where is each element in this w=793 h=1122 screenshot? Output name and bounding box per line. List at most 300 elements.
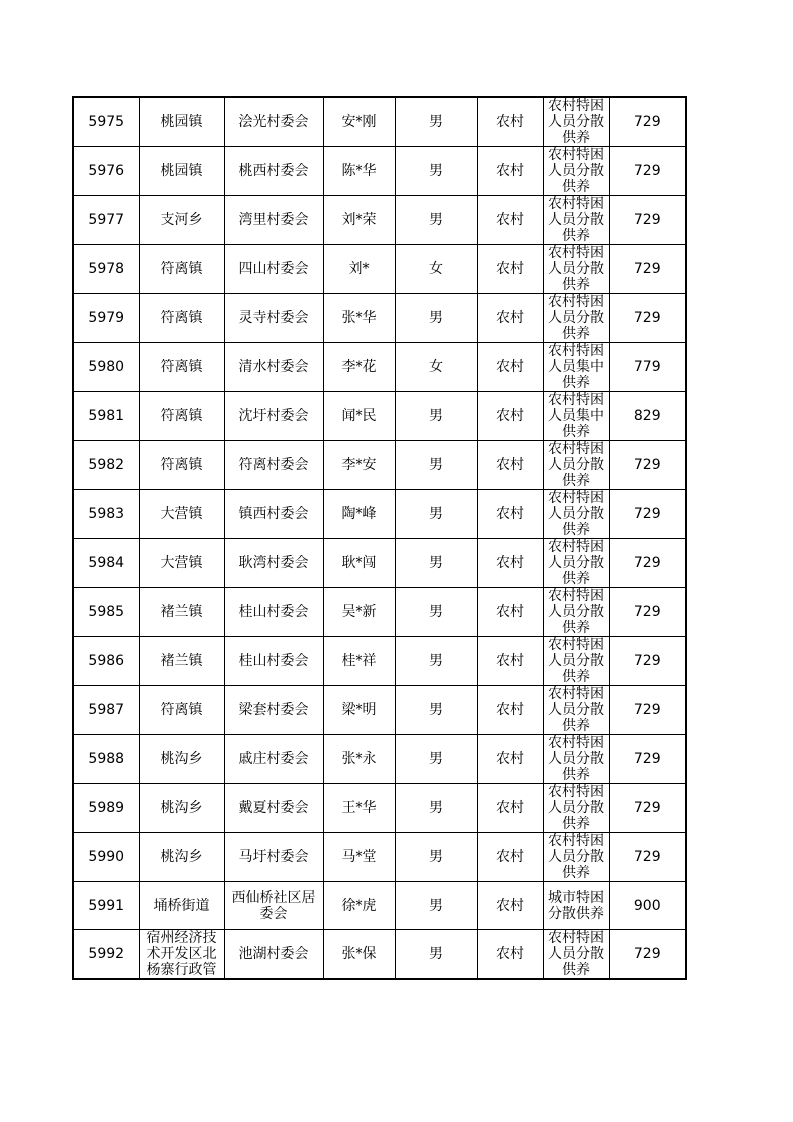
person-name-text: 李*花 <box>341 359 377 375</box>
gender-cell <box>395 686 477 735</box>
support-category-text: 农村特困人员集中供养 <box>548 392 604 440</box>
gender-text: 女 <box>429 261 443 277</box>
amount-cell <box>609 196 686 245</box>
village-committee-cell <box>224 245 323 294</box>
household-type-cell <box>477 833 543 882</box>
support-category-text: 农村特困人员分散供养 <box>548 196 604 244</box>
town-text: 符离镇 <box>160 457 203 473</box>
serial-number-text: 5977 <box>88 212 125 228</box>
support-category-text: 农村特困人员分散供养 <box>548 735 604 783</box>
town-text: 符离镇 <box>160 408 203 424</box>
amount-cell <box>609 490 686 539</box>
person-name-cell <box>323 97 395 147</box>
person-name-cell <box>323 294 395 343</box>
household-type-cell <box>477 637 543 686</box>
person-name-text: 张*华 <box>341 310 377 326</box>
person-name-text: 陈*华 <box>341 163 377 179</box>
amount-text: 729 <box>633 800 661 816</box>
support-category-cell <box>543 588 609 637</box>
village-committee-text: 耿湾村委会 <box>238 555 309 571</box>
person-name-cell <box>323 441 395 490</box>
support-category-cell <box>543 686 609 735</box>
gender-text: 男 <box>429 408 443 424</box>
table-row <box>73 686 686 735</box>
village-committee-cell <box>224 343 323 392</box>
household-type-text: 农村 <box>496 359 524 375</box>
village-committee-text: 沈圩村委会 <box>238 408 309 424</box>
household-type-text: 农村 <box>496 555 524 571</box>
household-type-text: 农村 <box>496 163 524 179</box>
serial-number-cell <box>73 882 139 930</box>
town-cell <box>139 930 224 980</box>
gender-cell <box>395 784 477 833</box>
person-name-cell <box>323 930 395 980</box>
person-name-cell <box>323 392 395 441</box>
serial-number-text: 5980 <box>88 359 125 375</box>
person-name-text: 桂*祥 <box>341 653 377 669</box>
support-category-cell <box>543 392 609 441</box>
serial-number-text: 5975 <box>88 114 125 130</box>
serial-number-text: 5990 <box>88 849 125 865</box>
village-committee-text: 湾里村委会 <box>238 212 309 228</box>
table-row <box>73 784 686 833</box>
village-committee-cell <box>224 833 323 882</box>
support-category-text: 农村特困人员分散供养 <box>548 833 604 881</box>
village-committee-cell <box>224 735 323 784</box>
gender-text: 男 <box>429 653 443 669</box>
amount-cell <box>609 784 686 833</box>
amount-text: 729 <box>633 506 661 522</box>
village-committee-text: 西仙桥社区居委会 <box>231 889 316 922</box>
gender-text: 女 <box>429 359 443 375</box>
person-name-text: 王*华 <box>341 800 377 816</box>
village-committee-cell <box>224 588 323 637</box>
support-category-cell <box>543 930 609 980</box>
town-text: 符离镇 <box>160 359 203 375</box>
support-category-cell <box>543 539 609 588</box>
person-name-text: 刘*荣 <box>341 212 377 228</box>
household-type-cell <box>477 490 543 539</box>
support-category-text: 农村特困人员分散供养 <box>548 784 604 832</box>
amount-text: 729 <box>633 702 661 718</box>
serial-number-text: 5983 <box>88 506 125 522</box>
town-text: 埇桥街道 <box>153 897 210 914</box>
household-type-text: 农村 <box>496 212 524 228</box>
table-row <box>73 441 686 490</box>
support-category-cell <box>543 441 609 490</box>
household-type-cell <box>477 196 543 245</box>
table-row <box>73 490 686 539</box>
town-text: 褚兰镇 <box>160 653 203 669</box>
household-type-text: 农村 <box>496 457 524 473</box>
household-type-cell <box>477 392 543 441</box>
amount-cell <box>609 294 686 343</box>
household-type-cell <box>477 686 543 735</box>
town-cell <box>139 784 224 833</box>
town-text: 宿州经济技术开发区北杨寨行政管 <box>146 930 217 978</box>
person-name-text: 梁*明 <box>341 702 377 718</box>
amount-cell <box>609 147 686 196</box>
village-committee-cell <box>224 196 323 245</box>
gender-text: 男 <box>429 849 443 865</box>
serial-number-text: 5985 <box>88 604 125 620</box>
serial-number-cell <box>73 930 139 980</box>
village-committee-text: 池湖村委会 <box>238 946 309 962</box>
gender-cell <box>395 392 477 441</box>
household-type-cell <box>477 784 543 833</box>
amount-text: 729 <box>633 653 661 669</box>
household-type-cell <box>477 539 543 588</box>
village-committee-cell <box>224 392 323 441</box>
person-name-cell <box>323 588 395 637</box>
household-type-cell <box>477 97 543 147</box>
person-name-cell <box>323 637 395 686</box>
town-text: 桃园镇 <box>160 163 203 179</box>
support-category-cell <box>543 490 609 539</box>
gender-cell <box>395 588 477 637</box>
amount-text: 729 <box>633 849 661 865</box>
amount-cell <box>609 637 686 686</box>
gender-cell <box>395 294 477 343</box>
person-name-cell <box>323 784 395 833</box>
household-type-text: 农村 <box>496 506 524 522</box>
welfare-roster-table <box>72 96 687 980</box>
support-category-text: 农村特困人员分散供养 <box>548 245 604 293</box>
household-type-cell <box>477 441 543 490</box>
gender-text: 男 <box>429 946 443 962</box>
gender-cell <box>395 539 477 588</box>
town-text: 桃园镇 <box>160 114 203 130</box>
serial-number-text: 5986 <box>88 653 125 669</box>
serial-number-cell <box>73 147 139 196</box>
table-body <box>73 97 686 979</box>
serial-number-text: 5987 <box>88 702 125 718</box>
serial-number-text: 5992 <box>88 946 125 962</box>
village-committee-cell <box>224 147 323 196</box>
support-category-text: 农村特困人员分散供养 <box>548 98 604 146</box>
serial-number-text: 5982 <box>88 457 125 473</box>
amount-cell <box>609 882 686 930</box>
support-category-text: 农村特困人员分散供养 <box>548 441 604 489</box>
town-cell <box>139 882 224 930</box>
town-text: 符离镇 <box>160 702 203 718</box>
serial-number-cell <box>73 392 139 441</box>
household-type-cell <box>477 245 543 294</box>
town-cell <box>139 441 224 490</box>
person-name-cell <box>323 882 395 930</box>
gender-cell <box>395 343 477 392</box>
town-text: 符离镇 <box>160 261 203 277</box>
table-row <box>73 930 686 980</box>
table-row <box>73 637 686 686</box>
support-category-text: 农村特困人员分散供养 <box>548 686 604 734</box>
serial-number-cell <box>73 245 139 294</box>
serial-number-text: 5976 <box>88 163 125 179</box>
amount-cell <box>609 686 686 735</box>
household-type-cell <box>477 147 543 196</box>
serial-number-text: 5981 <box>88 408 125 424</box>
town-cell <box>139 735 224 784</box>
household-type-text: 农村 <box>496 702 524 718</box>
village-committee-cell <box>224 784 323 833</box>
amount-cell <box>609 930 686 980</box>
gender-cell <box>395 196 477 245</box>
amount-cell <box>609 833 686 882</box>
village-committee-cell <box>224 637 323 686</box>
village-committee-cell <box>224 686 323 735</box>
town-cell <box>139 196 224 245</box>
support-category-text: 农村特困人员分散供养 <box>548 294 604 342</box>
town-cell <box>139 490 224 539</box>
amount-text: 729 <box>633 310 661 326</box>
town-cell <box>139 343 224 392</box>
amount-cell <box>609 735 686 784</box>
person-name-cell <box>323 147 395 196</box>
support-category-cell <box>543 196 609 245</box>
amount-text: 729 <box>633 946 661 962</box>
gender-cell <box>395 882 477 930</box>
amount-text: 729 <box>633 555 661 571</box>
serial-number-cell <box>73 490 139 539</box>
serial-number-cell <box>73 833 139 882</box>
gender-cell <box>395 833 477 882</box>
table-row <box>73 735 686 784</box>
gender-text: 男 <box>429 310 443 326</box>
amount-text: 829 <box>633 408 661 424</box>
gender-cell <box>395 441 477 490</box>
household-type-text: 农村 <box>496 604 524 620</box>
serial-number-cell <box>73 294 139 343</box>
table-row <box>73 588 686 637</box>
village-committee-text: 四山村委会 <box>238 261 309 277</box>
gender-text: 男 <box>429 212 443 228</box>
serial-number-text: 5991 <box>88 897 125 914</box>
village-committee-text: 桂山村委会 <box>238 604 309 620</box>
serial-number-cell <box>73 441 139 490</box>
gender-cell <box>395 490 477 539</box>
village-committee-cell <box>224 490 323 539</box>
table-row <box>73 97 686 147</box>
serial-number-cell <box>73 784 139 833</box>
town-cell <box>139 245 224 294</box>
village-committee-cell <box>224 97 323 147</box>
village-committee-text: 马圩村委会 <box>238 849 309 865</box>
household-type-text: 农村 <box>496 653 524 669</box>
gender-text: 男 <box>429 555 443 571</box>
person-name-text: 耿*闯 <box>341 555 377 571</box>
town-text: 大营镇 <box>160 555 203 571</box>
serial-number-text: 5978 <box>88 261 125 277</box>
town-cell <box>139 97 224 147</box>
village-committee-text: 梁套村委会 <box>238 702 309 718</box>
village-committee-text: 镇西村委会 <box>238 506 309 522</box>
household-type-text: 农村 <box>496 114 524 130</box>
town-cell <box>139 637 224 686</box>
household-type-cell <box>477 294 543 343</box>
support-category-cell <box>543 784 609 833</box>
serial-number-cell <box>73 637 139 686</box>
serial-number-text: 5988 <box>88 751 125 767</box>
gender-text: 男 <box>429 457 443 473</box>
amount-text: 779 <box>633 359 661 375</box>
person-name-cell <box>323 735 395 784</box>
table-row <box>73 245 686 294</box>
village-committee-cell <box>224 294 323 343</box>
household-type-cell <box>477 343 543 392</box>
town-text: 支河乡 <box>160 212 203 228</box>
amount-cell <box>609 588 686 637</box>
person-name-text: 安*刚 <box>341 114 377 130</box>
serial-number-text: 5989 <box>88 800 125 816</box>
amount-text: 729 <box>633 163 661 179</box>
amount-text: 729 <box>633 751 661 767</box>
gender-cell <box>395 97 477 147</box>
gender-cell <box>395 735 477 784</box>
serial-number-cell <box>73 196 139 245</box>
household-type-text: 农村 <box>496 261 524 277</box>
amount-cell <box>609 97 686 147</box>
person-name-cell <box>323 539 395 588</box>
household-type-text: 农村 <box>496 800 524 816</box>
gender-text: 男 <box>429 163 443 179</box>
town-cell <box>139 294 224 343</box>
person-name-text: 张*永 <box>341 751 377 767</box>
serial-number-cell <box>73 97 139 147</box>
household-type-text: 农村 <box>496 946 524 962</box>
village-committee-text: 浍光村委会 <box>238 114 309 130</box>
town-cell <box>139 686 224 735</box>
support-category-cell <box>543 882 609 930</box>
gender-cell <box>395 930 477 980</box>
town-cell <box>139 147 224 196</box>
support-category-cell <box>543 637 609 686</box>
household-type-cell <box>477 735 543 784</box>
amount-cell <box>609 539 686 588</box>
town-text: 大营镇 <box>160 506 203 522</box>
support-category-cell <box>543 147 609 196</box>
table-row <box>73 882 686 930</box>
village-committee-cell <box>224 441 323 490</box>
person-name-text: 马*堂 <box>341 849 377 865</box>
person-name-cell <box>323 245 395 294</box>
table-row <box>73 539 686 588</box>
person-name-text: 闻*民 <box>341 408 377 424</box>
amount-text: 729 <box>633 261 661 277</box>
table-row <box>73 833 686 882</box>
gender-text: 男 <box>429 800 443 816</box>
gender-text: 男 <box>429 114 443 130</box>
village-committee-text: 符离村委会 <box>238 457 309 473</box>
village-committee-text: 清水村委会 <box>238 359 309 375</box>
person-name-cell <box>323 490 395 539</box>
person-name-cell <box>323 196 395 245</box>
household-type-text: 农村 <box>496 897 524 914</box>
amount-text: 729 <box>633 604 661 620</box>
serial-number-cell <box>73 588 139 637</box>
serial-number-cell <box>73 735 139 784</box>
household-type-cell <box>477 930 543 980</box>
support-category-text: 农村特困人员分散供养 <box>548 637 604 685</box>
person-name-text: 李*安 <box>341 457 377 473</box>
person-name-text: 陶*峰 <box>341 506 377 522</box>
town-text: 桃沟乡 <box>160 751 203 767</box>
person-name-cell <box>323 343 395 392</box>
support-category-text: 农村特困人员分散供养 <box>548 490 604 538</box>
town-cell <box>139 588 224 637</box>
gender-cell <box>395 147 477 196</box>
gender-text: 男 <box>429 604 443 620</box>
person-name-text: 吴*新 <box>341 604 377 620</box>
amount-text: 900 <box>633 897 661 914</box>
household-type-text: 农村 <box>496 751 524 767</box>
person-name-text: 刘* <box>348 261 370 277</box>
household-type-text: 农村 <box>496 849 524 865</box>
support-category-cell <box>543 343 609 392</box>
person-name-text: 张*保 <box>341 946 377 962</box>
support-category-cell <box>543 294 609 343</box>
table-row <box>73 343 686 392</box>
support-category-text: 农村特困人员分散供养 <box>548 588 604 636</box>
village-committee-text: 灵寺村委会 <box>238 310 309 326</box>
person-name-text: 徐*虎 <box>341 897 377 914</box>
village-committee-cell <box>224 930 323 980</box>
gender-text: 男 <box>429 751 443 767</box>
amount-text: 729 <box>633 114 661 130</box>
town-text: 褚兰镇 <box>160 604 203 620</box>
support-category-cell <box>543 245 609 294</box>
amount-text: 729 <box>633 457 661 473</box>
amount-text: 729 <box>633 212 661 228</box>
town-cell <box>139 392 224 441</box>
amount-cell <box>609 245 686 294</box>
household-type-cell <box>477 588 543 637</box>
gender-cell <box>395 245 477 294</box>
amount-cell <box>609 343 686 392</box>
support-category-cell <box>543 97 609 147</box>
serial-number-text: 5979 <box>88 310 125 326</box>
table-row <box>73 294 686 343</box>
amount-cell <box>609 392 686 441</box>
support-category-text: 农村特困人员集中供养 <box>548 343 604 391</box>
town-text: 符离镇 <box>160 310 203 326</box>
person-name-cell <box>323 686 395 735</box>
person-name-cell <box>323 833 395 882</box>
table-row <box>73 392 686 441</box>
village-committee-cell <box>224 539 323 588</box>
village-committee-text: 戚庄村委会 <box>238 751 309 767</box>
gender-cell <box>395 637 477 686</box>
support-category-text: 农村特困人员分散供养 <box>548 147 604 195</box>
gender-text: 男 <box>429 506 443 522</box>
village-committee-cell <box>224 882 323 930</box>
household-type-cell <box>477 882 543 930</box>
town-cell <box>139 539 224 588</box>
serial-number-cell <box>73 686 139 735</box>
gender-text: 男 <box>429 897 443 914</box>
town-text: 桃沟乡 <box>160 849 203 865</box>
household-type-text: 农村 <box>496 408 524 424</box>
support-category-text: 农村特困人员分散供养 <box>548 930 604 978</box>
serial-number-cell <box>73 343 139 392</box>
support-category-text: 农村特困人员分散供养 <box>548 539 604 587</box>
village-committee-text: 桂山村委会 <box>238 653 309 669</box>
village-committee-text: 戴夏村委会 <box>238 800 309 816</box>
support-category-cell <box>543 833 609 882</box>
table-row <box>73 196 686 245</box>
household-type-text: 农村 <box>496 310 524 326</box>
gender-text: 男 <box>429 702 443 718</box>
town-cell <box>139 833 224 882</box>
